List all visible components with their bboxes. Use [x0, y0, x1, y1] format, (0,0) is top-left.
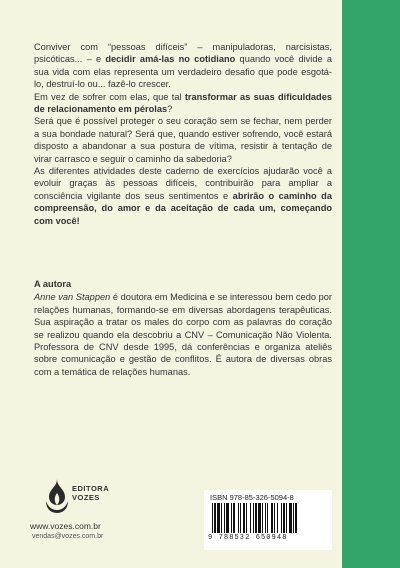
barcode-bar	[274, 503, 275, 533]
barcode-bar	[250, 503, 251, 533]
barcode-bar	[226, 503, 229, 533]
publisher-name	[72, 485, 109, 502]
barcode-bar	[238, 503, 239, 533]
barcode-bar	[253, 503, 254, 533]
author-bio-text: é doutora em Medicina e se interessou bem cedo por relações humanas, formando-se em diversas abordagens terapêuticas. Sua aspiração a tratar os males do corpo com as palavras do coração se realizou quando ela descobriu a CNV – Comunicação Não Violenta. Professora de CNV desde 1995, dá conferências e organiza ateliês sobre comunicação e gestão de conflitos. É autora de diversas obras com a temática de relações humanas.	[34, 292, 332, 377]
text-run: ?	[167, 104, 173, 115]
barcode-bar	[271, 503, 273, 533]
author-section	[34, 278, 332, 378]
vozes-flame-icon	[44, 478, 70, 514]
text-run: Será que é possível proteger o seu coração sem se fechar, nem perder a sua bondade natural? Será que, quando estiver sofrendo, você estará disposto a abandonar a sua postura de vítima, resistir à tentação de virar carrasco e seguir o caminho da sabedoria?	[34, 116, 332, 164]
barcode-bar	[289, 503, 292, 533]
barcode-bar	[217, 503, 220, 533]
barcode-bar	[255, 503, 257, 533]
barcode-bar	[224, 503, 225, 533]
back-cover-blurb	[34, 41, 332, 227]
barcode-graphic	[212, 503, 324, 535]
barcode-bar	[295, 503, 297, 533]
barcode-bar	[265, 503, 266, 533]
publisher-name-line-2: VOZES	[72, 492, 100, 502]
blurb-paragraph-3	[34, 115, 332, 165]
barcode-bar	[267, 503, 268, 533]
barcode-area	[204, 490, 332, 550]
blurb-paragraph-1	[34, 41, 332, 91]
text-run: Em vez de sofrer com elas, que tal	[34, 91, 185, 102]
barcode-bar	[262, 503, 263, 533]
text-run: Conviver com “pessoas difíceis” – manipuladoras, narcisistas, psicóticas... – e	[34, 42, 332, 65]
barcode-bar	[286, 503, 287, 533]
barcode-bar	[240, 503, 241, 533]
barcode-bar	[243, 503, 245, 533]
bold-run: transformar as suas dificuldades de relacionamento em pérolas	[34, 91, 332, 115]
barcode-bar	[214, 503, 216, 533]
barcode-bar	[281, 503, 282, 533]
author-heading: A autora	[34, 279, 72, 289]
author-bio	[34, 291, 332, 378]
bold-run: decidir amá-las no cotidiano	[105, 54, 236, 65]
barcode-bar	[277, 503, 278, 533]
author-name: Anne van Stappen	[34, 292, 111, 303]
blurb-paragraph-4	[34, 165, 332, 227]
barcode-bar	[293, 503, 294, 533]
isbn-label: ISBN 978-85-326-5094-8	[210, 493, 294, 502]
publisher-name-line-1: EDITORA	[72, 484, 110, 493]
publisher-website: www.vozes.com.br	[30, 521, 101, 531]
barcode-bar	[231, 503, 232, 533]
barcode-bar	[221, 503, 222, 533]
blurb-paragraph-2	[34, 91, 332, 116]
barcode-bar	[212, 503, 213, 533]
barcode-bar	[233, 503, 235, 533]
text-run: quando você divide a sua vida com elas representa um verdadeiro desafio que pode esgotá-lo, destruí-lo ou... fazê-lo crescer.	[34, 54, 333, 90]
barcode-bar	[283, 503, 285, 533]
text-run: As diferentes atividades deste caderno de exercícios ajudarão você a evoluir graças às pessoas difíceis, contribuirão para ampliar a consciência vigilante dos seus sentimentos e	[34, 166, 332, 201]
barcode-digits: 9 788532 650948	[208, 534, 288, 542]
barcode-bar	[246, 503, 247, 533]
green-side-stripe	[342, 0, 400, 568]
barcode-bar	[258, 503, 261, 533]
bold-run: abrirão o caminho da compreensão, do amor e da aceitação de cada um, começando com você!	[34, 190, 332, 226]
publisher-email: vendas@vozes.com.br	[32, 533, 104, 540]
